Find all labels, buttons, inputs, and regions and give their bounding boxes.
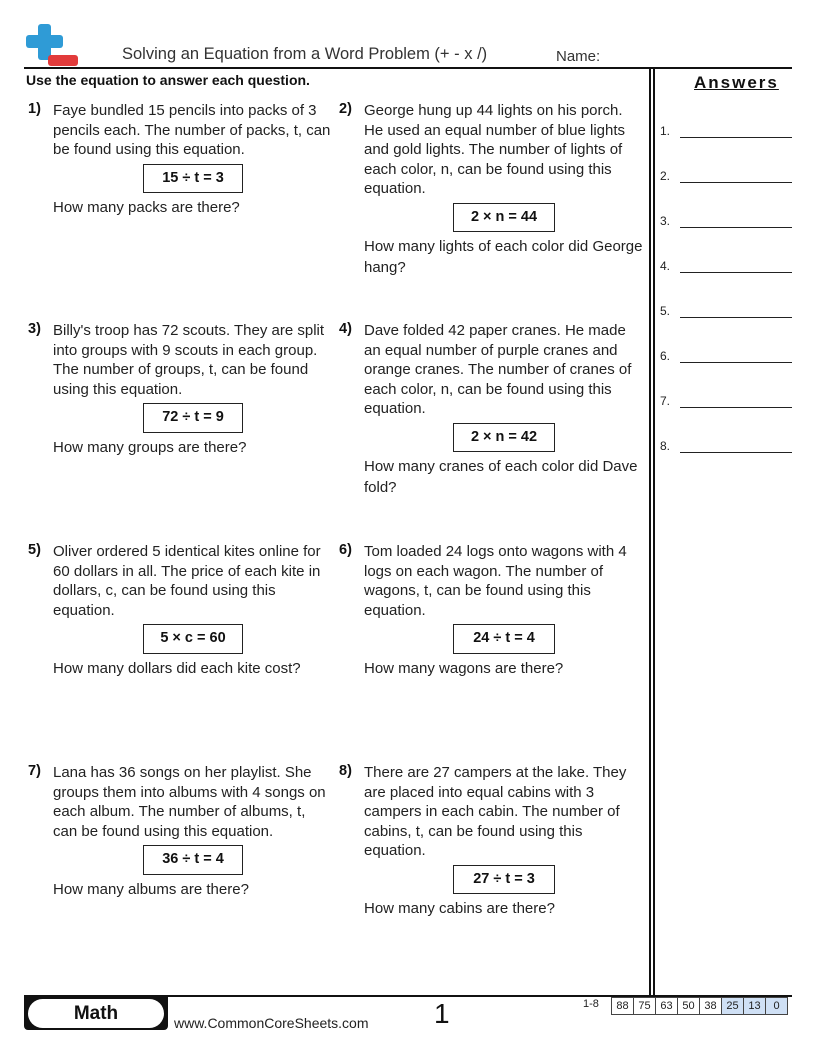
problem-number: 1)	[28, 101, 41, 117]
answer-blank[interactable]	[680, 452, 792, 453]
answer-number: 6.	[660, 349, 671, 363]
problem-question: How many lights of each color did George hang?	[364, 238, 643, 276]
score-cell: 38	[699, 998, 721, 1014]
column-divider	[649, 67, 651, 995]
equation-box: 5 × c = 60	[143, 624, 243, 654]
equation-box: 2 × n = 42	[453, 423, 555, 453]
problem-question: How many groups are there?	[53, 438, 247, 456]
problem-question: How many dollars did each kite cost?	[53, 659, 301, 677]
problem-text: Billy's troop has 72 scouts. They are split into groups with 9 scouts in each group. The number of groups, t, can be found using this equation.	[53, 322, 325, 398]
answer-number: 3.	[660, 214, 671, 228]
problem-number: 8)	[339, 763, 352, 779]
problem-number: 7)	[28, 763, 41, 779]
problem-question: How many cranes of each color did Dave fold?	[364, 458, 638, 496]
answer-blank[interactable]	[680, 137, 792, 138]
answer-row-5	[660, 302, 792, 322]
header-rule	[24, 67, 792, 69]
answer-number: 8.	[660, 439, 671, 453]
answer-row-4	[660, 257, 792, 277]
answer-row-1	[660, 122, 792, 142]
score-cell: 13	[743, 998, 765, 1014]
problem-text: George hung up 44 lights on his porch. He used an equal number of blue lights and gold lights. The number of lights of each color, n, can be found using this equation.	[364, 102, 626, 197]
answer-blank[interactable]	[680, 317, 792, 318]
answer-number: 5.	[660, 304, 671, 318]
equation-box: 72 ÷ t = 9	[143, 403, 243, 433]
answer-number: 2.	[660, 169, 671, 183]
equation-box: 27 ÷ t = 3	[453, 865, 555, 895]
equation-box: 2 × n = 44	[453, 203, 555, 233]
problem-question: How many albums are there?	[53, 880, 249, 898]
answers-heading: Answers	[694, 73, 779, 92]
answer-blank[interactable]	[680, 182, 792, 183]
equation-box: 36 ÷ t = 4	[143, 845, 243, 875]
score-cell: 0	[765, 998, 787, 1014]
score-cell: 63	[655, 998, 677, 1014]
problem-question: How many packs are there?	[53, 199, 240, 216]
answer-row-7	[660, 392, 792, 412]
answer-row-2	[660, 167, 792, 187]
worksheet-title: Solving an Equation from a Word Problem (+ - x /)	[122, 45, 488, 63]
problem-text: Faye bundled 15 pencils into packs of 3 pencils each. The number of packs, t, can be found using this equation.	[53, 102, 331, 158]
problem-number: 5)	[28, 542, 41, 558]
plus-minus-logo-icon	[24, 24, 80, 68]
answer-blank[interactable]	[680, 272, 792, 273]
equation-box: 15 ÷ t = 3	[143, 164, 243, 194]
problem-question: How many cabins are there?	[364, 900, 555, 917]
answer-number: 4.	[660, 259, 671, 273]
problem-text: There are 27 campers at the lake. They are placed into equal cabins with 3 campers in each cabin. The number of cabins, t, can be found using this equation.	[364, 764, 627, 859]
problem-question: How many wagons are there?	[364, 659, 564, 677]
score-cell: 88	[616, 1000, 629, 1012]
answer-blank[interactable]	[680, 407, 792, 408]
answer-number: 1.	[660, 124, 671, 138]
problem-range: 1-8	[583, 998, 599, 1010]
problem-number: 3)	[28, 321, 41, 337]
problem-text: Oliver ordered 5 identical kites online for 60 dollars in all. The price of each kite in dollars, c, can be found using this equation.	[53, 543, 321, 619]
subject-label: Math	[28, 999, 164, 1028]
score-cell: 50	[677, 998, 699, 1014]
answer-number: 7.	[660, 394, 671, 408]
problem-number: 4)	[339, 321, 352, 337]
problem-text: Tom loaded 24 logs onto wagons with 4 logs on each wagon. The number of wagons, t, can be found using this equation.	[364, 543, 627, 619]
problem-number: 6)	[339, 542, 352, 558]
name-label: Name:	[556, 48, 601, 65]
score-cell: 25	[721, 998, 743, 1014]
equation-box: 24 ÷ t = 4	[453, 624, 555, 654]
answer-row-6	[660, 347, 792, 367]
instructions: Use the equation to answer each question.	[26, 72, 310, 88]
answer-row-8	[660, 437, 792, 457]
answer-row-3	[660, 212, 792, 232]
score-cell: 75	[633, 998, 655, 1014]
score-table	[611, 997, 788, 1015]
website-link[interactable]: www.CommonCoreSheets.com	[174, 1015, 369, 1031]
column-divider	[653, 67, 655, 995]
answer-blank[interactable]	[680, 227, 792, 228]
answer-blank[interactable]	[680, 362, 792, 363]
problem-text: Dave folded 42 paper cranes. He made an equal number of purple cranes and orange cranes. The number of cranes of each color, n, can be found using this equation.	[364, 322, 632, 417]
problem-number: 2)	[339, 101, 352, 117]
page-number: 1	[434, 998, 450, 1029]
problem-text: Lana has 36 songs on her playlist. She groups them into albums with 4 songs on each album. The number of albums, t, can be found using this equation.	[53, 764, 326, 840]
